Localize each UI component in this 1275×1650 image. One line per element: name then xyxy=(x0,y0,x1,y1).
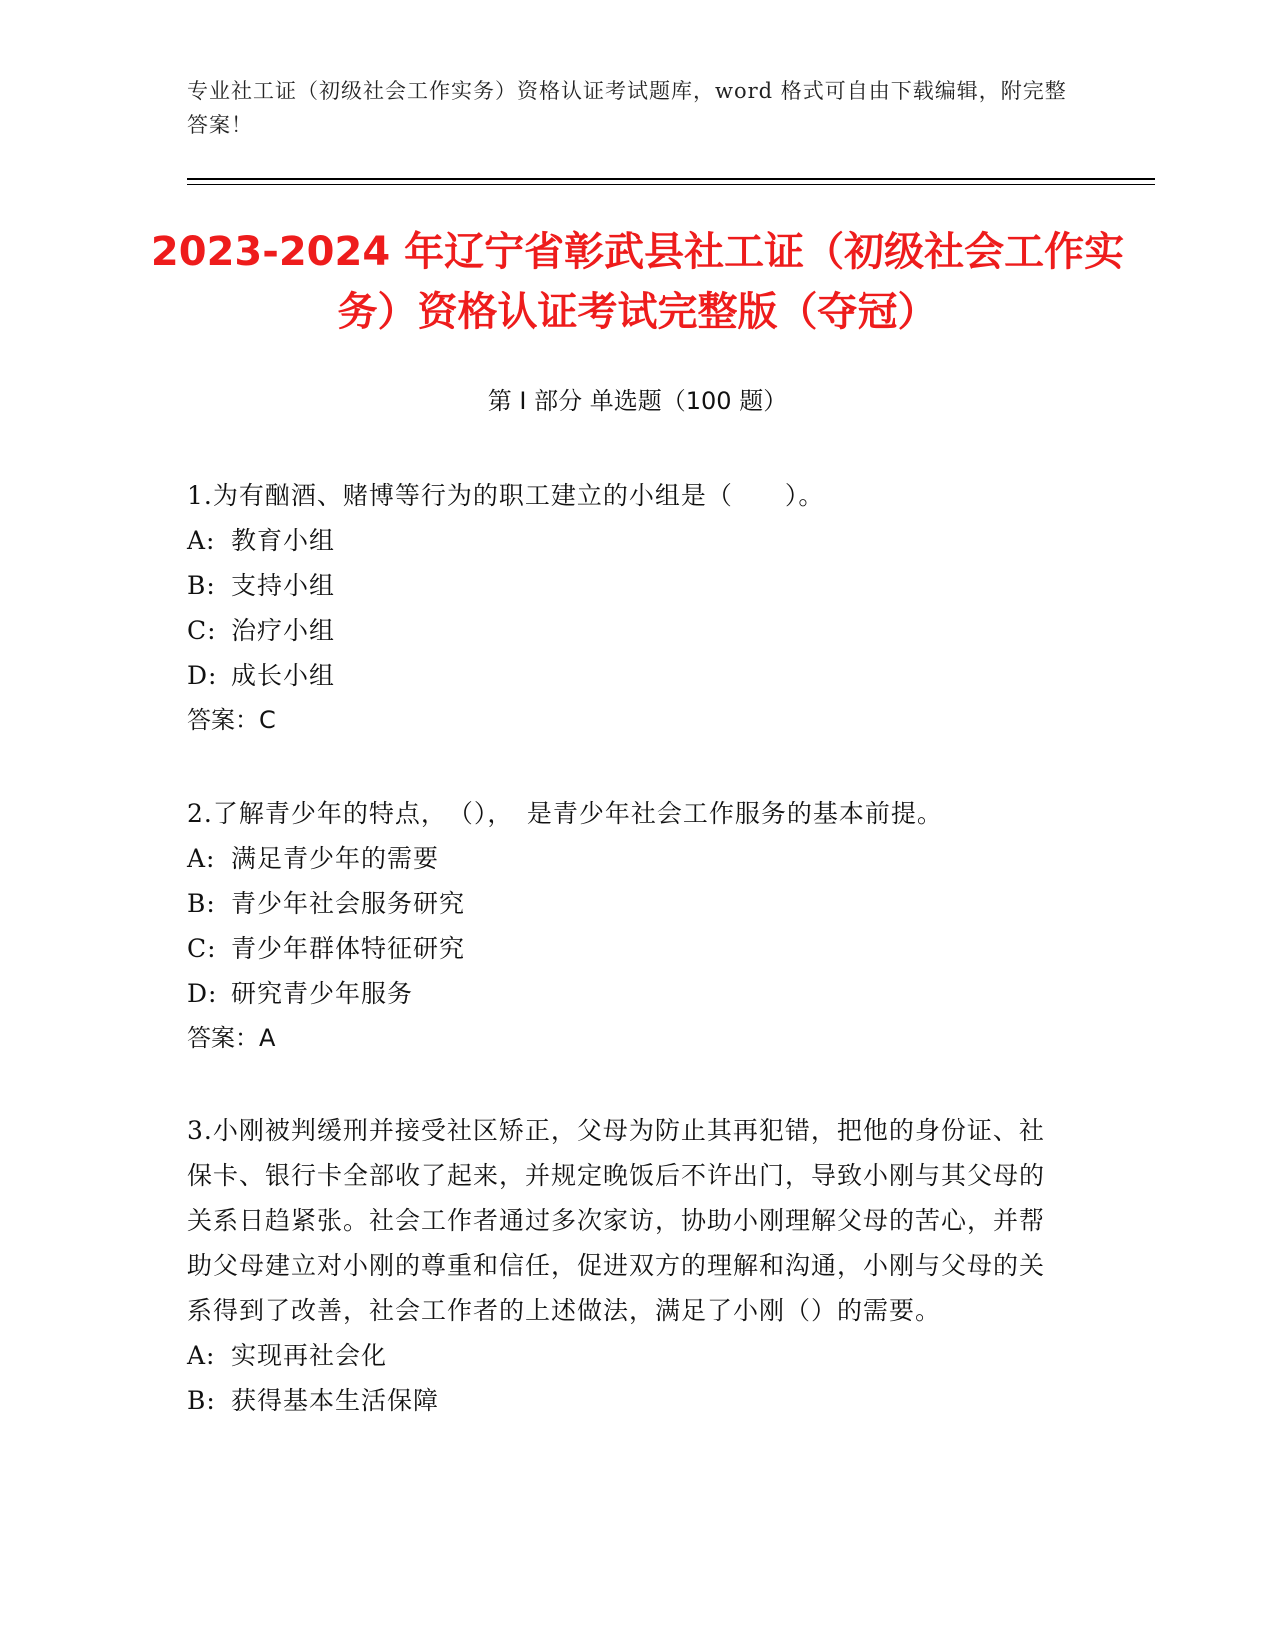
question-3 xyxy=(187,1108,1067,1423)
option-text: 治疗小组 xyxy=(231,616,336,645)
option-text: 支持小组 xyxy=(231,571,336,600)
document-title: 2023-2024 年辽宁省彰武县社工证（初级社会工作实务）资格认证考试完整版（夺冠） xyxy=(150,229,1125,335)
option-b xyxy=(187,881,1067,926)
option-text: 青少年社会服务研究 xyxy=(231,889,466,918)
option-c xyxy=(187,608,1067,653)
question-2 xyxy=(187,791,1067,1061)
answer: 答案：C xyxy=(187,706,276,734)
header-note: 专业社工证（初级社会工作实务）资格认证考试题库，word 格式可自由下载编辑，附完整答案！ xyxy=(187,79,1067,137)
header-rule-thin xyxy=(187,184,1155,185)
option-key: C: xyxy=(187,616,217,645)
header-rule-thick xyxy=(187,178,1155,180)
option-key: B: xyxy=(187,889,216,918)
option-a xyxy=(187,836,1067,881)
option-text: 成长小组 xyxy=(231,661,336,690)
option-key: B: xyxy=(187,1386,216,1415)
question-stem: 1.为有酗酒、赌博等行为的职工建立的小组是（ ）。 xyxy=(187,481,825,510)
option-b xyxy=(187,563,1067,608)
question-1 xyxy=(187,473,1067,743)
option-c xyxy=(187,926,1067,971)
option-d xyxy=(187,971,1067,1016)
option-text: 青少年群体特征研究 xyxy=(231,934,466,963)
option-a xyxy=(187,1333,1067,1378)
option-key: D: xyxy=(187,661,218,690)
option-a xyxy=(187,518,1067,563)
option-text: 获得基本生活保障 xyxy=(231,1386,440,1415)
option-key: A: xyxy=(187,844,216,873)
option-text: 实现再社会化 xyxy=(231,1341,388,1370)
option-text: 研究青少年服务 xyxy=(231,979,414,1008)
question-stem: 2.了解青少年的特点， （）， 是青少年社会工作服务的基本前提。 xyxy=(187,799,943,828)
section-heading: 第 I 部分 单选题（100 题） xyxy=(487,387,788,415)
option-d xyxy=(187,653,1067,698)
option-key: A: xyxy=(187,526,216,555)
question-stem: 3.小刚被判缓刑并接受社区矫正，父母为防止其再犯错，把他的身份证、社保卡、银行卡全部收了起来，并规定晚饭后不许出门，导致小刚与其父母的关系日趋紧张。社会工作者通过多次家访，协助小刚理解父母的苦心，并帮助父母建立对小刚的尊重和信任，促进双方的理解和沟通，小刚与父母的关系得到了改善，社会工作者的上述做法，满足了小刚（）的需要。 xyxy=(187,1116,1046,1325)
option-key: D: xyxy=(187,979,218,1008)
option-key: A: xyxy=(187,1341,216,1370)
option-b xyxy=(187,1378,1067,1423)
option-text: 满足青少年的需要 xyxy=(231,844,440,873)
answer: 答案：A xyxy=(187,1024,276,1052)
option-key: B: xyxy=(187,571,216,600)
option-text: 教育小组 xyxy=(231,526,336,555)
option-key: C: xyxy=(187,934,217,963)
